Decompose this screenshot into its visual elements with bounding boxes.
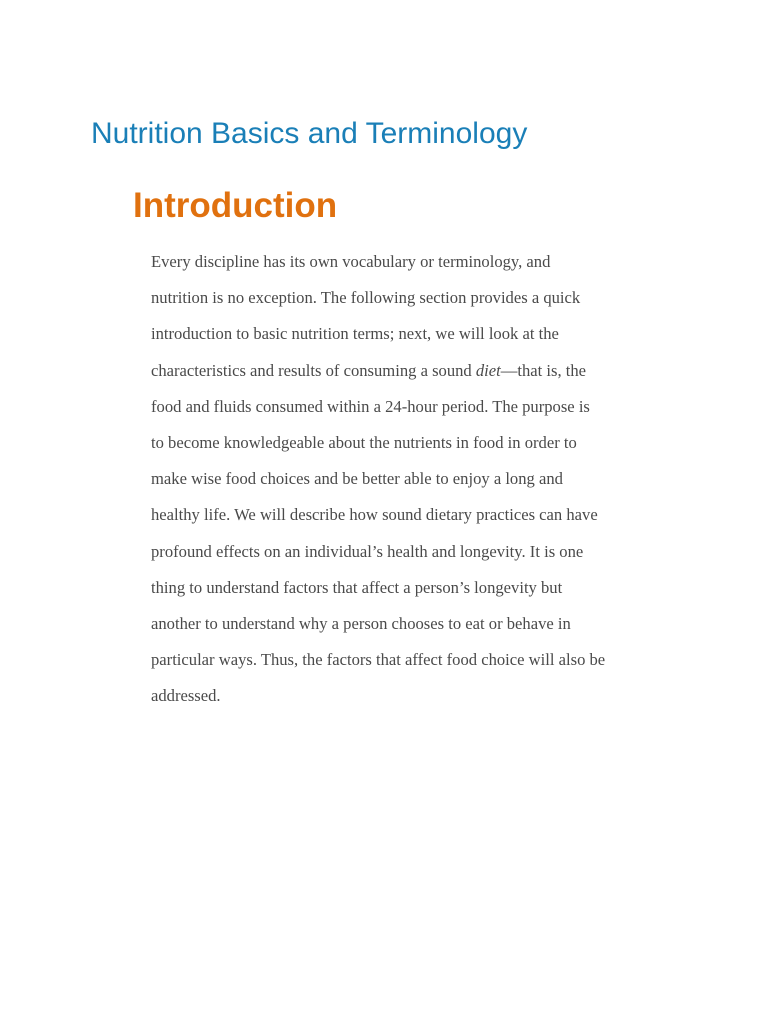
paragraph-line: particular ways. Thus, the factors that affect food choice will also be [151, 650, 606, 670]
paragraph-line: addressed. [151, 686, 221, 706]
paragraph-line: nutrition is no exception. The following section provides a quick [151, 288, 581, 308]
paragraph-text: —that is, the [500, 360, 587, 380]
intro-paragraph [151, 244, 621, 715]
paragraph-line [151, 353, 621, 389]
section-heading: Introduction [133, 186, 338, 225]
paragraph-line: healthy life. We will describe how sound dietary practices can have [151, 505, 598, 525]
term-diet: diet [475, 360, 501, 380]
paragraph-line: profound effects on an individual’s health and longevity. It is one [151, 541, 584, 561]
paragraph-text: characteristics and results of consuming a sound [151, 360, 476, 380]
chapter-title: Nutrition Basics and Terminology [91, 117, 528, 150]
paragraph-line: food and fluids consumed within a 24-hour period. The purpose is [151, 396, 590, 416]
paragraph-line: to become knowledgeable about the nutrients in food in order to [151, 433, 577, 453]
paragraph-line: another to understand why a person chooses to eat or behave in [151, 614, 571, 634]
paragraph-line: thing to understand factors that affect a person’s longevity but [151, 577, 563, 597]
paragraph-line: Every discipline has its own vocabulary or terminology, and [151, 252, 551, 271]
paragraph-line: introduction to basic nutrition terms; next, we will look at the [151, 324, 559, 344]
paragraph-line: make wise food choices and be better able to enjoy a long and [151, 469, 563, 489]
